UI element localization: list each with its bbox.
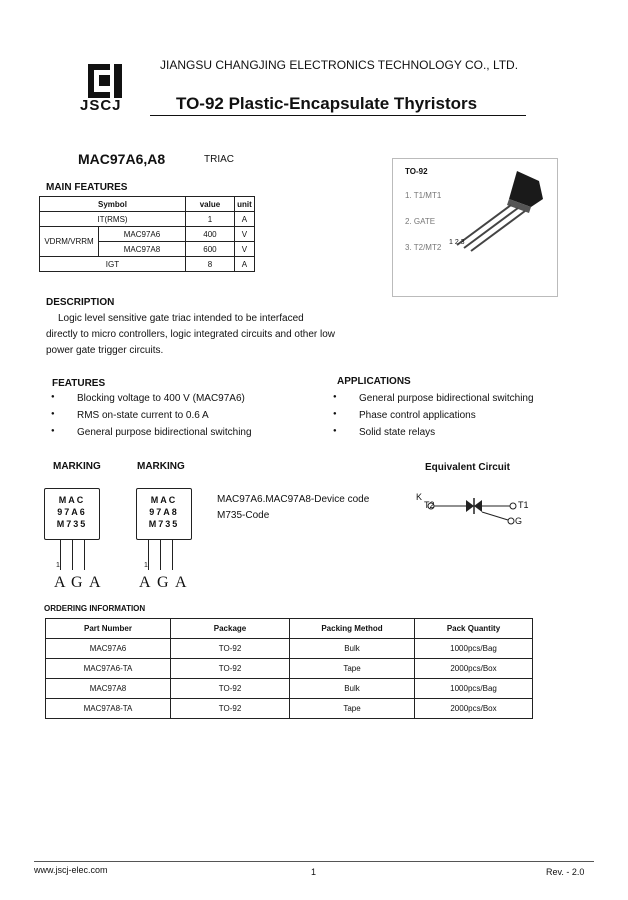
applications-heading: APPLICATIONS <box>337 376 411 387</box>
chip-line: MAC <box>58 495 86 505</box>
package-pin-numbers: 1 2 3 <box>449 239 465 246</box>
chip-line: MAC <box>150 495 178 505</box>
table-cell: MAC97A8-TA <box>46 699 171 719</box>
pin-number: 1 <box>56 562 60 569</box>
main-features-heading: MAIN FEATURES <box>46 182 128 193</box>
col-unit: unit <box>234 197 254 212</box>
table-row <box>46 639 533 659</box>
unit-cell: A <box>234 257 254 272</box>
table-cell: TO-92 <box>171 699 290 719</box>
pin-lead <box>84 540 85 570</box>
part-type: TRIAC <box>204 154 234 165</box>
chip-line: M735 <box>148 519 180 529</box>
table-row <box>46 679 533 699</box>
list-item: ● RMS on-state current to 0.6 A <box>45 410 252 427</box>
marking-note <box>217 492 369 524</box>
pin-lead <box>172 540 173 570</box>
jscj-logo-icon <box>88 64 122 98</box>
list-item: ● General purpose bidirectional switching <box>45 427 252 444</box>
circuit-label-t2: T2 <box>424 500 435 510</box>
subpart-cell: MAC97A6 <box>99 227 186 242</box>
pin-number: 1 <box>144 562 148 569</box>
pin-label-g: G <box>157 574 169 591</box>
package-name: TO-92 <box>405 167 428 176</box>
list-item: ● Solid state relays <box>327 427 534 444</box>
col-header: Package <box>171 619 290 639</box>
main-features-table <box>39 196 255 272</box>
symbol-cell: IT(RMS) <box>40 212 186 227</box>
part-number-title: MAC97A6,A8 <box>78 151 166 167</box>
document-title: TO-92 Plastic-Encapsulate Thyristors <box>176 94 478 113</box>
unit-cell: V <box>234 227 254 242</box>
applications-list <box>327 393 534 444</box>
table-cell: MAC97A8 <box>46 679 171 699</box>
table-cell: MAC97A6-TA <box>46 659 171 679</box>
description-text <box>46 311 386 359</box>
subpart-cell: MAC97A8 <box>99 242 186 257</box>
table-cell: 1000pcs/Bag <box>415 639 533 659</box>
value-cell: 8 <box>185 257 234 272</box>
description-heading: DESCRIPTION <box>46 297 115 308</box>
pin1-label: 1. T1/MT1 <box>405 191 442 200</box>
revision: Rev. - 2.0 <box>546 867 585 877</box>
pin-label-a: A <box>54 574 66 591</box>
col-header: Packing Method <box>290 619 415 639</box>
value-cell: 600 <box>185 242 234 257</box>
value-cell: 1 <box>185 212 234 227</box>
description-line: power gate trigger circuits. <box>46 345 164 356</box>
ordering-heading: ORDERING INFORMATION <box>44 604 146 613</box>
list-item: ● Phase control applications <box>327 410 534 427</box>
pin-label-a: A <box>139 574 151 591</box>
list-item: ● General purpose bidirectional switching <box>327 393 534 410</box>
value-cell: 400 <box>185 227 234 242</box>
table-cell: Bulk <box>290 679 415 699</box>
table-cell: 1000pcs/Bag <box>415 679 533 699</box>
list-item: ● Blocking voltage to 400 V (MAC97A6) <box>45 393 252 410</box>
chip-line: 97A8 <box>149 507 179 517</box>
pin-label-a: A <box>89 574 101 591</box>
unit-cell: A <box>234 212 254 227</box>
pin-label-a: A <box>175 574 187 591</box>
pin-label-g: G <box>71 574 83 591</box>
marking-note-line: MAC97A6.MAC97A8-Device code <box>217 494 370 505</box>
pin-lead <box>60 540 61 570</box>
table-cell: 2000pcs/Box <box>415 699 533 719</box>
col-symbol: Symbol <box>40 197 186 212</box>
marking-note-line: M735-Code <box>217 510 270 521</box>
pin3-label: 3. T2/MT2 <box>405 243 442 252</box>
footer-url[interactable]: www.jscj-elec.com <box>34 865 108 875</box>
circuit-label-k: K <box>416 492 423 502</box>
footer-rule <box>34 861 594 862</box>
marking-heading: MARKING <box>137 461 185 472</box>
equivalent-circuit-heading: Equivalent Circuit <box>425 462 511 473</box>
table-cell: TO-92 <box>171 659 290 679</box>
page-number: 1 <box>311 867 317 877</box>
title-underline <box>150 115 526 116</box>
features-list <box>45 393 252 444</box>
package-diagram <box>392 158 558 297</box>
col-header: Part Number <box>46 619 171 639</box>
col-header: Pack Quantity <box>415 619 533 639</box>
marking-chip-a6 <box>44 488 100 540</box>
table-cell: TO-92 <box>171 679 290 699</box>
col-value: value <box>185 197 234 212</box>
logo-text: JSCJ <box>80 97 122 114</box>
chip-line: 97A6 <box>57 507 87 517</box>
description-line: directly to micro controllers, logic integrated circuits and other low <box>46 329 336 340</box>
unit-cell: V <box>234 242 254 257</box>
chip-line: M735 <box>56 519 88 529</box>
marking-heading: MARKING <box>53 461 101 472</box>
company-name: JIANGSU CHANGJING ELECTRONICS TECHNOLOGY CO., LTD. <box>160 58 519 72</box>
table-cell: MAC97A6 <box>46 639 171 659</box>
pin-lead <box>72 540 73 570</box>
pin2-label: 2. GATE <box>405 217 436 226</box>
pin-lead <box>160 540 161 570</box>
marking-chip-a8 <box>136 488 192 540</box>
table-header-row <box>46 619 533 639</box>
circuit-label-t1: T1 <box>518 500 529 510</box>
triac-symbol-icon <box>420 488 540 534</box>
symbol-cell: IGT <box>40 257 186 272</box>
symbol-cell: VDRM/VRRM <box>40 227 99 257</box>
table-row <box>46 699 533 719</box>
pin-lead <box>148 540 149 570</box>
table-cell: 2000pcs/Box <box>415 659 533 679</box>
features-heading: FEATURES <box>52 378 106 389</box>
table-row <box>46 659 533 679</box>
table-cell: Bulk <box>290 639 415 659</box>
description-line: Logic level sensitive gate triac intended to be interfaced <box>58 313 304 324</box>
table-cell: Tape <box>290 659 415 679</box>
table-cell: TO-92 <box>171 639 290 659</box>
table-cell: Tape <box>290 699 415 719</box>
ordering-table <box>45 618 533 719</box>
circuit-label-g: G <box>515 516 523 526</box>
